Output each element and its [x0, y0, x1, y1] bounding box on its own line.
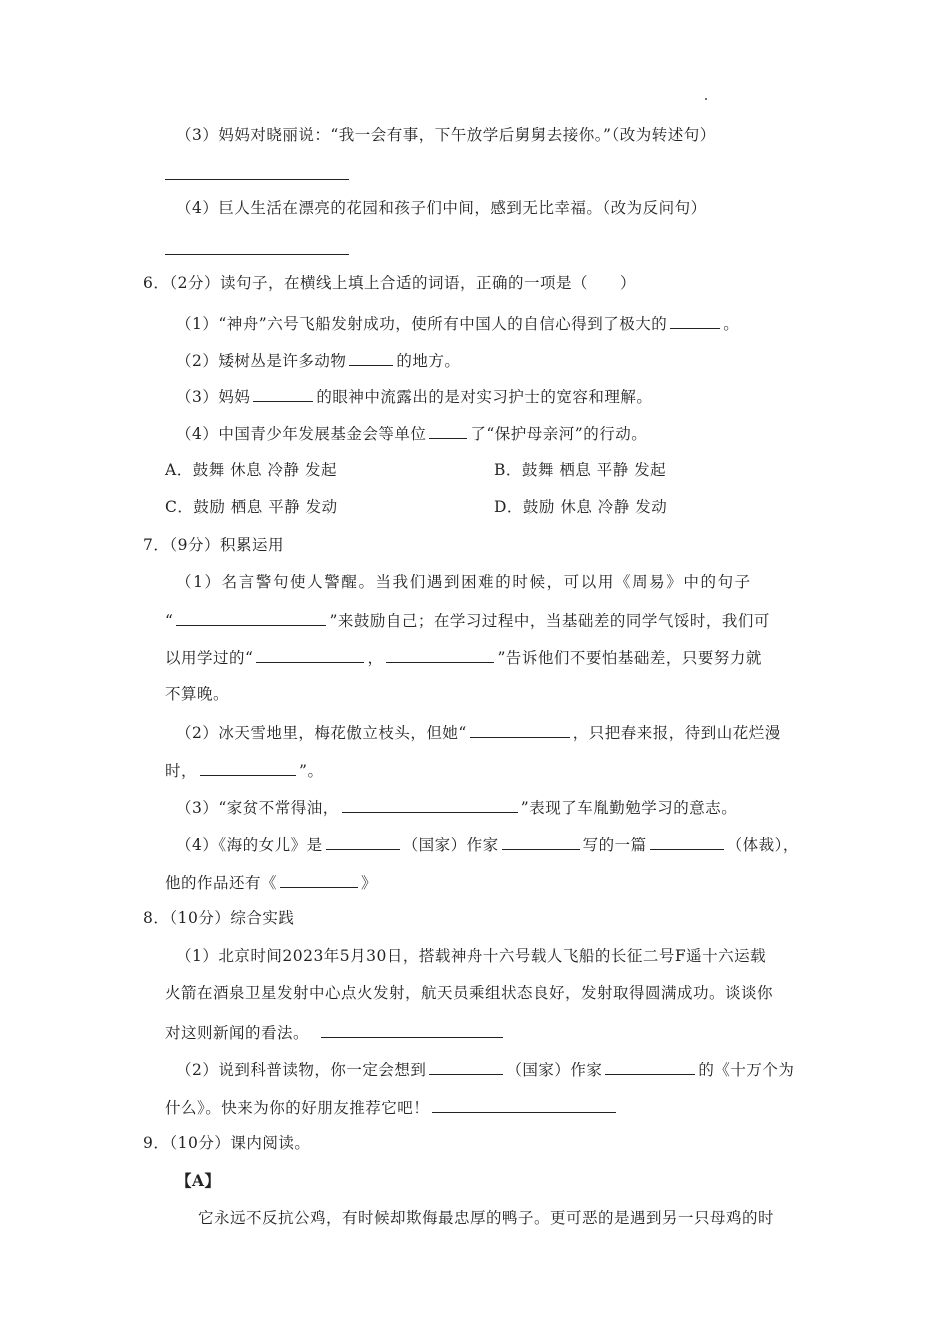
q5-item3: （3）妈妈对晓丽说：“我一会有事，下午放学后舅舅去接你。”（改为转述句） [176, 126, 716, 144]
q8-p2-line1 [176, 1058, 794, 1080]
q9-section-a: 【A】 [176, 1171, 221, 1190]
q8-p2-text-c: 的《十万个为 [698, 1061, 795, 1079]
q8-p2-text-b: （国家）作家 [506, 1061, 603, 1079]
q7-p4-text-f: 》 [361, 874, 378, 892]
q7-p4-line1 [176, 833, 799, 855]
q6-sentence-4 [176, 422, 647, 444]
q6-s3-blank[interactable] [253, 385, 313, 402]
q6-option-a[interactable]: A．鼓舞 休息 冷静 发起 [165, 461, 337, 479]
q5-item4-answer-line[interactable] [165, 253, 349, 255]
q7-p4-blank-author[interactable] [502, 833, 580, 850]
q7-stem: 7．（9分）积累运用 [143, 536, 284, 554]
q8-p1-text: 对这则新闻的看法。 [165, 1024, 310, 1042]
q7-p2-line2 [165, 759, 323, 781]
q6-stem: 6．（2分）读句子，在横线上填上合适的词语，正确的一项是（ ） [143, 274, 636, 292]
q6-option-c[interactable]: C．鼓励 栖息 平静 发动 [165, 498, 338, 516]
q7-p4-text-a: （4）《海的女儿》是 [176, 836, 323, 854]
q7-p1-open-quote: “ [165, 612, 174, 630]
q7-p3-blank[interactable] [342, 796, 518, 813]
q7-p1-blank-1[interactable] [176, 609, 326, 626]
q7-p2-text-c: 时， [165, 762, 198, 780]
q6-s2-blank[interactable] [349, 349, 393, 366]
q7-p2-blank-1[interactable] [470, 721, 570, 738]
q6-s1-blank[interactable] [670, 312, 720, 329]
q7-p1-line2-text: ”来鼓励自己；在学习过程中，当基础差的同学气馁时，我们可 [329, 612, 770, 630]
q7-p1-line3-text-a: 以用学过的“ [165, 649, 254, 667]
q6-sentence-2 [176, 349, 460, 371]
q7-p4-blank-genre[interactable] [650, 833, 724, 850]
q7-p2-text-a: （2）冰天雪地里，梅花傲立枝头，但她“ [176, 724, 467, 742]
q6-sentence-1 [176, 312, 739, 334]
q8-p2-blank-recommend[interactable] [432, 1096, 616, 1113]
q6-s3-text-b: 的眼神中流露出的是对实习护士的宽容和理解。 [316, 388, 653, 406]
q8-p1-blank[interactable] [321, 1021, 503, 1038]
q7-p2-text-d: ”。 [299, 762, 324, 780]
q8-p2-line2 [165, 1096, 619, 1118]
q7-p4-text-c: 写的一篇 [582, 836, 647, 854]
q8-p1-line2: 火箭在酒泉卫星发射中心点火发射，航天员乘组状态良好，发射取得圆满成功。谈谈你 [165, 984, 774, 1002]
q7-p4-line2 [165, 871, 377, 893]
q7-p4-blank-country[interactable] [326, 833, 400, 850]
q9-stem: 9．（10分）课内阅读。 [143, 1134, 311, 1152]
q6-option-b[interactable]: B．鼓舞 栖息 平静 发起 [494, 461, 667, 479]
q7-p1-line3-text-b: ”告诉他们不要怕基础差，只要努力就 [497, 649, 762, 667]
q6-option-d[interactable]: D．鼓励 休息 冷静 发动 [494, 498, 668, 516]
q7-p4-blank-works[interactable] [280, 871, 358, 888]
q7-p2-line1 [176, 721, 781, 743]
q6-s3-text-a: （3）妈妈 [176, 388, 251, 406]
q6-s4-text-b: 了“保护母亲河”的行动。 [470, 425, 648, 443]
q7-p2-text-b: ，只把春来报，待到山花烂漫 [572, 724, 781, 742]
q9-passage-line1: 它永远不反抗公鸡，有时候却欺侮最忠厚的鸭子。更可恶的是遇到另一只母鸡的时 [198, 1209, 775, 1227]
q7-p1-line1: （1）名言警句使人警醒。当我们遇到困难的时候，可以用《周易》中的句子 [176, 573, 752, 591]
q8-p1-line3 [165, 1021, 506, 1043]
q7-p1-comma: ， [367, 649, 384, 667]
q6-s1-end: 。 [723, 315, 740, 333]
q7-p1-line2 [165, 609, 770, 631]
q6-s4-blank[interactable] [429, 422, 467, 439]
stray-dot [705, 98, 707, 100]
q7-p4-text-d: （体裁）， [726, 836, 799, 854]
q8-p1-line1: （1）北京时间2023年5月30日，搭载神舟十六号载人飞船的长征二号F遥十六运载 [176, 947, 767, 965]
q8-p2-text-d: 什么》。快来为你的好朋友推荐它吧！ [165, 1099, 430, 1117]
q6-s2-text-b: 的地方。 [396, 352, 461, 370]
q7-p1-blank-2[interactable] [256, 646, 364, 663]
q5-item3-answer-line[interactable] [165, 178, 349, 180]
q7-p1-line4: 不算晚。 [165, 685, 230, 703]
q7-p1-blank-3[interactable] [386, 646, 494, 663]
q7-p4-text-b: （国家）作家 [402, 836, 499, 854]
q8-p2-blank-author[interactable] [605, 1058, 695, 1075]
q7-p3 [176, 796, 737, 818]
q7-p3-text-b: ”表现了车胤勤勉学习的意志。 [520, 799, 738, 817]
q6-s1-text: （1）“神舟”六号飞船发射成功，使所有中国人的自信心得到了极大的 [176, 315, 668, 333]
q6-sentence-3 [176, 385, 652, 407]
q7-p1-line3 [165, 646, 762, 668]
q7-p4-text-e: 他的作品还有《 [165, 874, 278, 892]
q6-s2-text-a: （2）矮树丛是许多动物 [176, 352, 347, 370]
q8-p2-blank-country[interactable] [429, 1058, 503, 1075]
q5-item4: （4）巨人生活在漂亮的花园和孩子们中间，感到无比幸福。（改为反问句） [176, 199, 707, 217]
q7-p2-blank-2[interactable] [200, 759, 296, 776]
q8-stem: 8．（10分）综合实践 [143, 909, 295, 927]
q7-p3-text-a: （3）“家贫不常得油， [176, 799, 339, 817]
q6-s4-text-a: （4）中国青少年发展基金会等单位 [176, 425, 427, 443]
q8-p2-text-a: （2）说到科普读物，你一定会想到 [176, 1061, 427, 1079]
